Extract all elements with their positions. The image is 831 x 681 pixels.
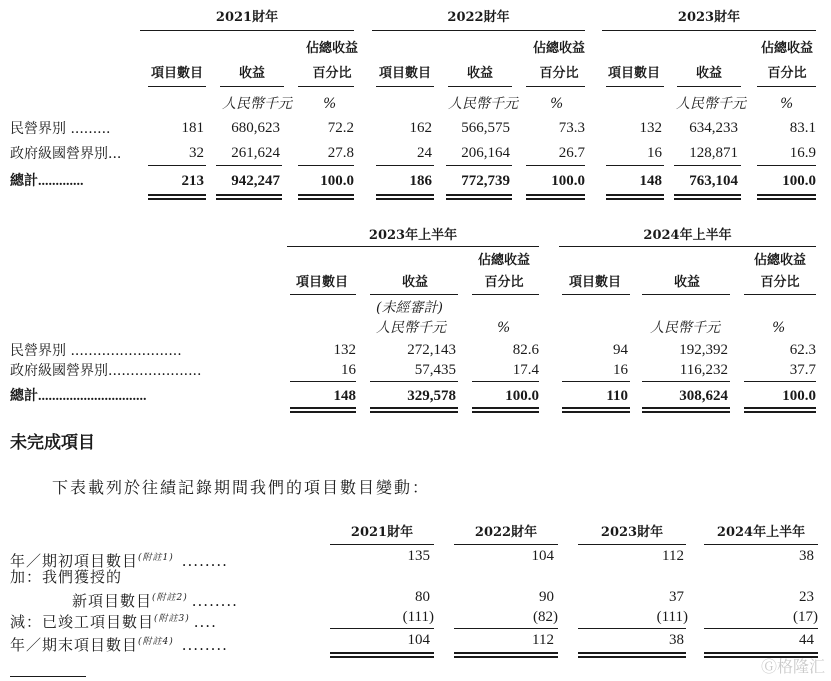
cell: 94 [613, 342, 628, 358]
section-heading: 未完成項目 [10, 433, 95, 453]
col-header-2021: 2021財年 [350, 525, 414, 540]
cell: 112 [532, 632, 554, 648]
unit-pct: % [323, 96, 337, 112]
cell: 24 [417, 145, 432, 161]
pct-header-l2: 百分比 [484, 275, 524, 290]
row-label: 年／期末項目數目$^{(附註4)}$ ........ [10, 636, 228, 654]
cell: 272,143 [407, 342, 456, 358]
cell: 329,578 [407, 388, 456, 404]
cell: 112 [662, 548, 684, 564]
cell: 37.7 [789, 362, 816, 378]
revenue-header: 收益 [673, 275, 700, 290]
unit-revenue: 人民幣千元 [222, 96, 292, 112]
cell: 206,164 [461, 145, 510, 161]
year-header-2021: 2021財年 [215, 10, 279, 25]
cell: 37 [669, 589, 684, 605]
revenue-header: 收益 [695, 66, 722, 81]
cell: 634,233 [689, 120, 738, 136]
count-header: 項目數目 [378, 66, 431, 81]
cell: 566,575 [461, 120, 510, 136]
cell: 16.9 [789, 145, 816, 161]
section-intro: 下表載列於往績記錄期間我們的項目數目變動： [52, 478, 431, 497]
cell: 942,247 [231, 173, 280, 189]
pct-header-l1: 佔總收益 [477, 253, 530, 268]
row-label: 政府級國營界別..................... [10, 363, 202, 379]
cell: 181 [181, 120, 204, 136]
revenue-header: 收益 [238, 66, 265, 81]
cell: 104 [531, 548, 554, 564]
cell: 72.2 [327, 120, 354, 136]
cell: 100.0 [505, 388, 539, 404]
unit-revenue: 人民幣千元 [650, 320, 720, 336]
cell: 27.8 [327, 145, 354, 161]
cell: (82) [533, 609, 558, 625]
unaudited-note: (未經審計) [376, 300, 443, 316]
count-header: 項目數目 [607, 66, 660, 81]
cell: 135 [407, 548, 430, 564]
cell: 80 [415, 589, 430, 605]
revenue-header: 收益 [466, 66, 493, 81]
period-header-2023h1: 2023年上半年 [368, 228, 458, 243]
year-header-2023: 2023財年 [677, 10, 741, 25]
row-label: 民營界別 ......... [10, 121, 111, 137]
pct-header-l2: 百分比 [760, 275, 800, 290]
pct-header-l1: 佔總收益 [753, 253, 806, 268]
cell: 26.7 [558, 145, 585, 161]
row-label: 加：我們獲授的 [10, 568, 123, 586]
cell: 62.3 [789, 342, 816, 358]
cell: 128,871 [689, 145, 738, 161]
unit-revenue: 人民幣千元 [676, 96, 746, 112]
pct-header-l1: 佔總收益 [532, 41, 585, 56]
row-label: 政府級國營界別... [10, 146, 122, 162]
row-label: 新項目數目$^{(附註2)}$ ........ [72, 592, 238, 610]
row-label: 民營界別 ......................... [10, 343, 182, 359]
unit-revenue: 人民幣千元 [376, 320, 446, 336]
cell: 100.0 [782, 173, 816, 189]
cell: 83.1 [789, 120, 816, 136]
cell: 38 [669, 632, 684, 648]
cell: 186 [409, 173, 432, 189]
cell: 100.0 [782, 388, 816, 404]
cell: 38 [799, 548, 814, 564]
cell: 261,624 [231, 145, 280, 161]
cell: 57,435 [414, 362, 456, 378]
unit-revenue: 人民幣千元 [448, 96, 518, 112]
row-label: 總計............................... [10, 389, 147, 404]
watermark-logo: Ⓖ格隆汇 [760, 657, 825, 676]
cell: 148 [333, 388, 356, 404]
count-header: 項目數目 [295, 275, 348, 290]
count-header: 項目數目 [568, 275, 621, 290]
unit-pct: % [497, 320, 511, 336]
cell: 100.0 [551, 173, 585, 189]
cell: 192,392 [679, 342, 728, 358]
cell: 16 [613, 362, 628, 378]
cell: 148 [639, 173, 662, 189]
cell: 90 [539, 589, 554, 605]
cell: (17) [793, 609, 818, 625]
row-label: 年／期初項目數目$^{(附註1)}$ ........ [10, 552, 228, 570]
logo-icon: Ⓖ [760, 657, 777, 676]
count-header: 項目數目 [150, 66, 203, 81]
cell: 162 [409, 120, 432, 136]
cell: 104 [407, 632, 430, 648]
row-label: 減：已竣工項目數目$^{(附註3)}$ .... [10, 613, 217, 631]
cell: 100.0 [320, 173, 354, 189]
cell: 763,104 [689, 173, 738, 189]
pct-header-l2: 百分比 [312, 66, 352, 81]
pct-header-l1: 佔總收益 [760, 41, 813, 56]
cell: 132 [333, 342, 356, 358]
pct-header-l1: 佔總收益 [305, 41, 358, 56]
pct-header-l2: 百分比 [539, 66, 579, 81]
cell: 116,232 [679, 362, 728, 378]
col-header-2024h1: 2024年上半年 [716, 525, 806, 540]
cell: 132 [639, 120, 662, 136]
cell: 44 [799, 632, 814, 648]
cell: 23 [799, 589, 814, 605]
col-header-2023: 2023財年 [600, 525, 664, 540]
cell: 213 [181, 173, 204, 189]
period-header-2024h1: 2024年上半年 [643, 228, 732, 243]
cell: 680,623 [231, 120, 280, 136]
cell: 16 [341, 362, 356, 378]
revenue-header: 收益 [401, 275, 428, 290]
unit-pct: % [550, 96, 564, 112]
row-label: 總計............. [10, 174, 84, 189]
cell: (111) [656, 609, 688, 625]
cell: 110 [606, 388, 628, 404]
cell: 16 [647, 145, 662, 161]
cell: 17.4 [512, 362, 539, 378]
cell: 73.3 [558, 120, 585, 136]
col-header-2022: 2022財年 [474, 525, 538, 540]
cell: 32 [189, 145, 204, 161]
cell: 772,739 [461, 173, 510, 189]
unit-pct: % [780, 96, 794, 112]
cell: (111) [402, 609, 434, 625]
year-header-2022: 2022財年 [447, 10, 510, 25]
cell: 308,624 [679, 388, 728, 404]
cell: 82.6 [512, 342, 539, 358]
unit-pct: % [772, 320, 786, 336]
pct-header-l2: 百分比 [767, 66, 807, 81]
